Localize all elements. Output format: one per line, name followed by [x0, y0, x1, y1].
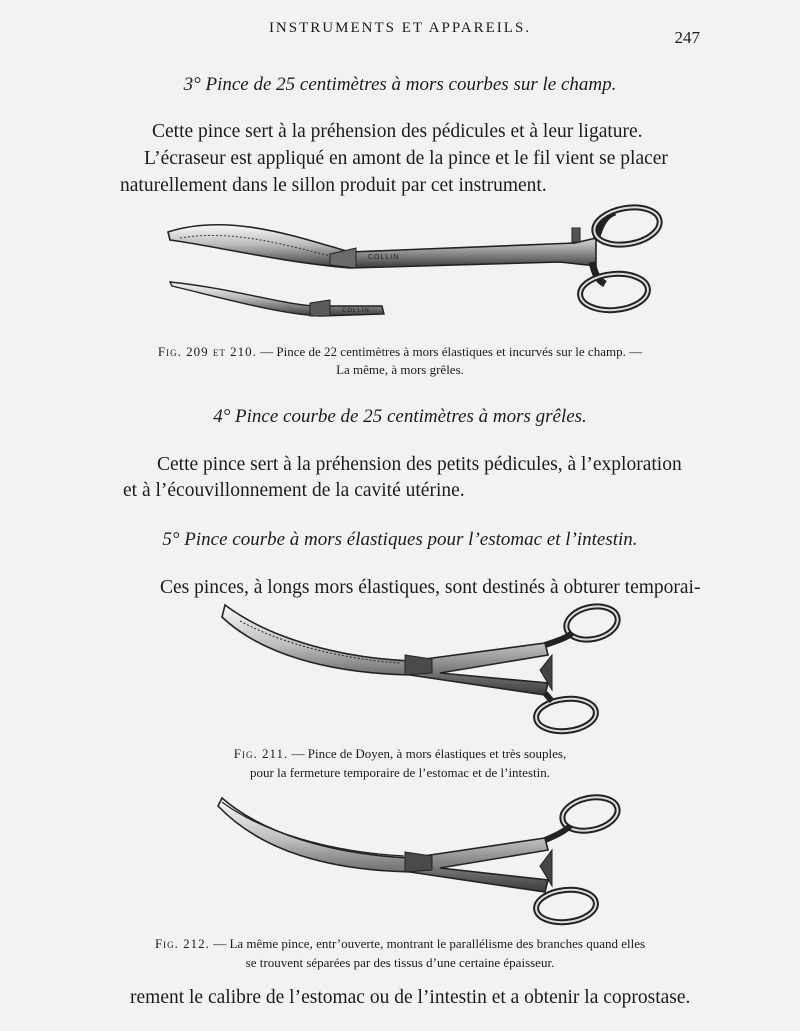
fig-209-caption-line-2: La même, à mors grêles.	[336, 362, 464, 377]
fig-211-caption-line-2: pour la fermeture temporaire de l’estomac et de l’intestin.	[250, 765, 550, 780]
section-4-line-1: Cette pince sert à la préhension des petits pédicules, à l’exploration	[157, 454, 682, 475]
fig-209-caption-line-1	[0, 342, 800, 362]
section-5-heading: 5° Pince courbe à mors élastiques pour l’estomac et l’intestin.	[162, 529, 638, 550]
page-number: 247	[674, 28, 700, 47]
fig-209-text-1: — Pince de 22 centimètres à mors élastiques et incurvés sur le champ. —	[260, 344, 643, 359]
engraving-text: COLLIN	[368, 254, 400, 261]
fig-212-text-1: — La même pince, entr’ouverte, montrant le parallélisme des branches quand elles	[213, 936, 646, 951]
section-5-line-1: Ces pinces, à longs mors élastiques, sont destinés à obturer temporai-	[160, 577, 701, 598]
forceps-211-illustration	[0, 595, 800, 745]
fig-212-caption-line-1	[0, 934, 800, 954]
forceps-212-illustration	[0, 788, 800, 938]
section-5-line-2: rement le calibre de l’estomac ou de l’intestin et a obtenir la coprostase.	[130, 987, 691, 1008]
section-3-line-2: L’écraseur est appliqué en amont de la pince et le fil vient se placer	[144, 148, 668, 169]
fig-211-text-1: — Pince de Doyen, à mors élastiques et très souples,	[291, 746, 567, 761]
section-4-heading: 4° Pince courbe de 25 centimètres à mors grêles.	[213, 406, 587, 427]
section-3-line-1: Cette pince sert à la préhension des pédicules et à leur ligature.	[152, 121, 643, 142]
fig-211-caption-line-1	[0, 744, 800, 764]
running-head: INSTRUMENTS ET APPAREILS.	[268, 20, 532, 36]
section-4-line-2: et à l’écouvillonnement de la cavité utérine.	[123, 480, 465, 501]
fig-209-label: Fig. 209 et 210.	[157, 344, 257, 359]
fig-212-caption-line-2: se trouvent séparées par des tissus d’une certaine épaisseur.	[245, 955, 555, 970]
section-3-heading: 3° Pince de 25 centimètres à mors courbes sur le champ.	[183, 74, 617, 95]
engraving-text-small: COLLIN	[342, 308, 370, 314]
forceps-209-illustration	[0, 0, 800, 340]
section-3-line-3: naturellement dans le sillon produit par cet instrument.	[120, 175, 547, 196]
fig-212-label: Fig. 212.	[154, 936, 210, 951]
fig-211-label: Fig. 211.	[233, 746, 289, 761]
